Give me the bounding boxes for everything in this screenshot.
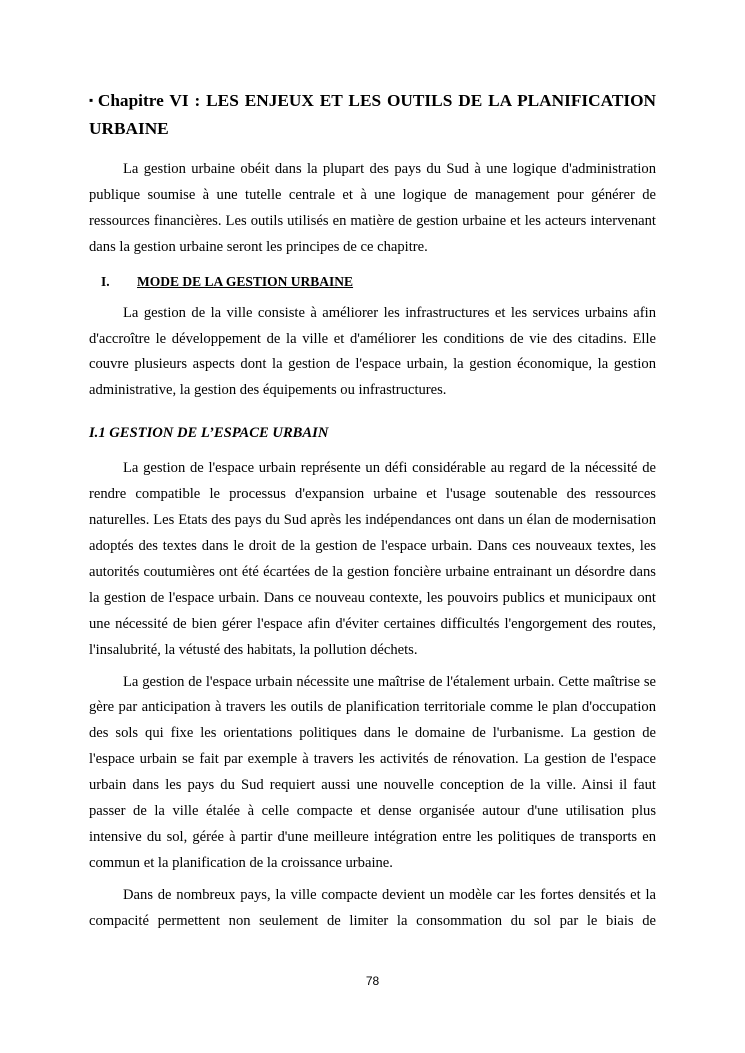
subsection-paragraph-3: Dans de nombreux pays, la ville compacte devient un modèle car les fortes densités et la compacité permettent non seulement de limiter la consommation du sol par le biais de [89,886,656,929]
section-number: I. [101,273,110,289]
chapter-title-text: Chapitre VI : LES ENJEUX ET LES OUTILS DE LA PLANIFICATION URBAINE [89,91,656,138]
page-number: 78 [365,974,380,988]
subsection-heading: I.1 GESTION DE L’ESPACE URBAIN [89,425,329,442]
subsection-paragraph-1: La gestion de l'espace urbain représente un défi considérable au regard de la nécessité de rendre compatible le processus d'expansion urbaine et l'usage soutenable des ressources naturelles. Les Etats des pays du Sud après les indépendances ont dans un élan de modernisation adoptés des textes dans le droit de la gestion de l'espace urbain. Dans ces nouveaux textes, les autorités coutumières ont été écartées de la gestion foncière urbaine entrainant un désordre dans la gestion de l'espace urbain. Dans ce nouveau contexte, les pouvoirs publics et municipaux ont une nécessité de bien gérer l'espace afin d'éviter certaines difficultés l'engorgement des routes, l'insalubrité, la vétusté des habitats, la pollution déchets. [89,460,656,658]
bullet-icon: ▪ [89,93,95,107]
section-heading [89,273,656,291]
document-page [89,86,656,941]
chapter-title [89,86,656,143]
intro-paragraph: La gestion urbaine obéit dans la plupart des pays du Sud à une logique d'administration publique soumise à une tutelle centrale et à une logique de management pour générer de ressources financières. Les outils utilisés en matière de gestion urbaine et les acteurs intervenant dans la gestion urbaine seront les principes de ce chapitre. [89,161,656,255]
section-title: MODE DE LA GESTION URBAINE [137,273,354,289]
section-paragraph: La gestion de la ville consiste à améliorer les infrastructures et les services urbains afin d'accroître le développement de la ville et d'améliorer les conditions de vie des citadins. Elle couvre plusieurs aspects dont la gestion de l'espace urbain, la gestion économique, la gestion administrative, la gestion des équipements ou infrastructures. [89,304,656,399]
subsection-paragraph-2: La gestion de l'espace urbain nécessite une maîtrise de l'étalement urbain. Cette maîtrise se gère par anticipation à travers les outils de planification territoriale comme le plan d'occupation des sols qui fixe les orientations politiques dans le domaine de l'urbanisme. La gestion de l'espace urbain se fait par exemple à travers les activités de rénovation. La gestion de l'espace urbain dans les pays du Sud requiert aussi une nouvelle conception de la ville. Ainsi il faut passer de la ville étalée à celle compacte et dense organisée autour d'une utilisation plus intensive du sol, gérée à partir d'une meilleure intégration entre les politiques de transports en commun et la planification de la croissance urbaine. [89,673,656,871]
